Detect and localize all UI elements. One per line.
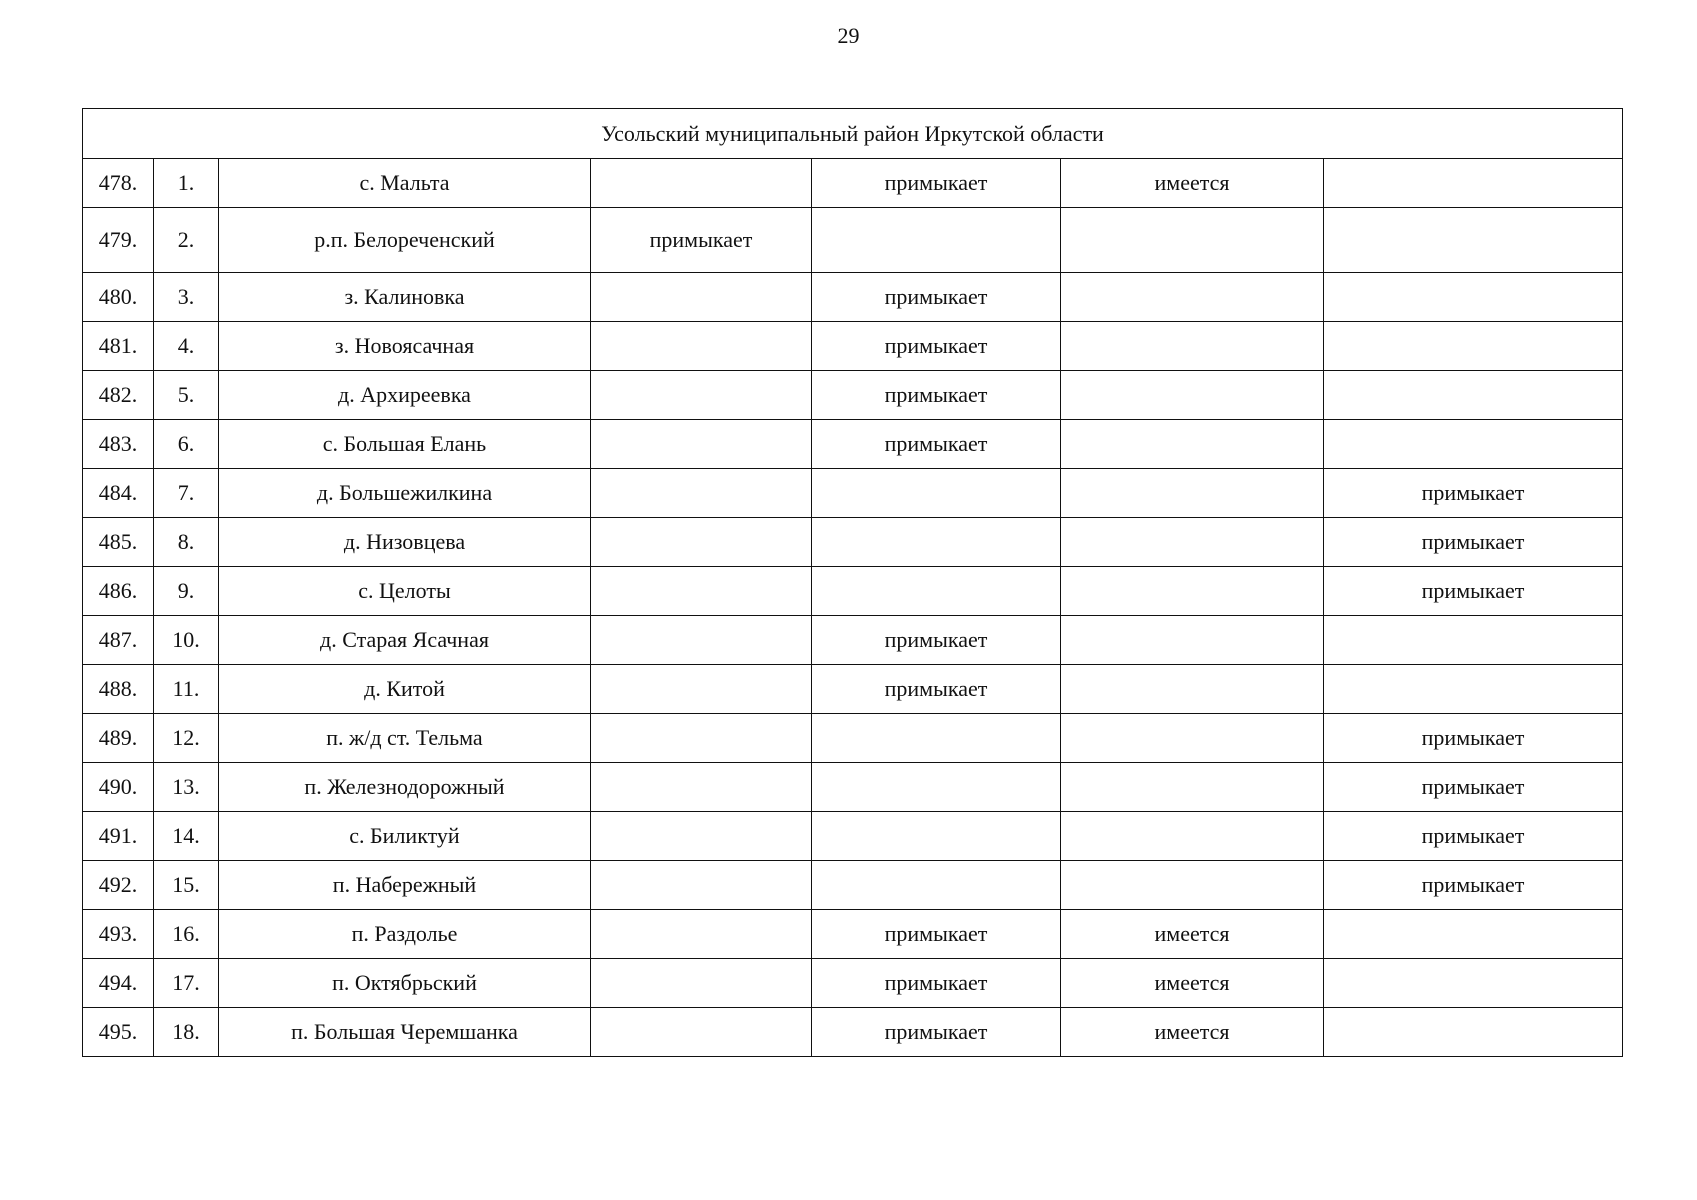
column-3-cell [1061, 371, 1324, 420]
row-subnumber-cell: 13. [154, 763, 219, 812]
row-subnumber-cell: 14. [154, 812, 219, 861]
settlement-name-cell: з. Калиновка [219, 273, 591, 322]
column-2-cell: примыкает [812, 420, 1061, 469]
row-subnumber-cell: 6. [154, 420, 219, 469]
column-1-cell [591, 420, 812, 469]
row-number-cell: 495. [83, 1008, 154, 1057]
column-3-cell [1061, 665, 1324, 714]
column-4-cell [1324, 1008, 1623, 1057]
column-4-cell [1324, 665, 1623, 714]
settlement-name-cell: п. Раздолье [219, 910, 591, 959]
row-subnumber-cell: 7. [154, 469, 219, 518]
table-row [83, 273, 1623, 322]
row-subnumber-cell: 5. [154, 371, 219, 420]
column-1-cell [591, 159, 812, 208]
column-4-cell [1324, 371, 1623, 420]
row-subnumber-cell: 3. [154, 273, 219, 322]
row-subnumber-cell: 11. [154, 665, 219, 714]
column-3-cell [1061, 616, 1324, 665]
table-row [83, 959, 1623, 1008]
column-4-cell: примыкает [1324, 567, 1623, 616]
column-1-cell [591, 910, 812, 959]
settlement-name-cell: с. Целоты [219, 567, 591, 616]
column-2-cell: примыкает [812, 322, 1061, 371]
column-2-cell [812, 567, 1061, 616]
row-number-cell: 483. [83, 420, 154, 469]
row-number-cell: 494. [83, 959, 154, 1008]
column-3-cell [1061, 322, 1324, 371]
row-subnumber-cell: 8. [154, 518, 219, 567]
row-number-cell: 482. [83, 371, 154, 420]
column-3-cell: имеется [1061, 1008, 1324, 1057]
table-row [83, 812, 1623, 861]
table-row [83, 1008, 1623, 1057]
row-number-cell: 488. [83, 665, 154, 714]
table-row [83, 665, 1623, 714]
column-4-cell [1324, 273, 1623, 322]
column-3-cell: имеется [1061, 959, 1324, 1008]
column-4-cell: примыкает [1324, 518, 1623, 567]
table-row [83, 322, 1623, 371]
column-2-cell: примыкает [812, 616, 1061, 665]
column-2-cell: примыкает [812, 273, 1061, 322]
column-1-cell [591, 959, 812, 1008]
row-number-cell: 492. [83, 861, 154, 910]
row-subnumber-cell: 18. [154, 1008, 219, 1057]
column-4-cell [1324, 910, 1623, 959]
column-4-cell [1324, 159, 1623, 208]
table-row [83, 861, 1623, 910]
column-3-cell [1061, 208, 1324, 273]
settlement-name-cell: р.п. Белореченский [219, 208, 591, 273]
column-2-cell: примыкает [812, 159, 1061, 208]
column-2-cell: примыкает [812, 371, 1061, 420]
row-number-cell: 485. [83, 518, 154, 567]
column-1-cell [591, 567, 812, 616]
column-1-cell [591, 812, 812, 861]
column-1-cell [591, 861, 812, 910]
column-2-cell [812, 208, 1061, 273]
settlement-name-cell: п. Железнодорожный [219, 763, 591, 812]
settlement-name-cell: с. Мальта [219, 159, 591, 208]
settlement-name-cell: з. Новоясачная [219, 322, 591, 371]
row-number-cell: 484. [83, 469, 154, 518]
row-number-cell: 491. [83, 812, 154, 861]
row-subnumber-cell: 12. [154, 714, 219, 763]
column-3-cell [1061, 812, 1324, 861]
settlement-name-cell: п. Октябрьский [219, 959, 591, 1008]
column-3-cell [1061, 518, 1324, 567]
column-3-cell [1061, 567, 1324, 616]
table-row [83, 616, 1623, 665]
table-row [83, 714, 1623, 763]
column-1-cell [591, 518, 812, 567]
column-4-cell [1324, 420, 1623, 469]
column-3-cell [1061, 763, 1324, 812]
column-3-cell: имеется [1061, 910, 1324, 959]
column-1-cell: примыкает [591, 208, 812, 273]
row-number-cell: 479. [83, 208, 154, 273]
row-subnumber-cell: 4. [154, 322, 219, 371]
column-3-cell [1061, 273, 1324, 322]
settlement-name-cell: д. Архиреевка [219, 371, 591, 420]
column-4-cell: примыкает [1324, 812, 1623, 861]
column-1-cell [591, 763, 812, 812]
column-2-cell [812, 812, 1061, 861]
table-row [83, 371, 1623, 420]
settlement-name-cell: п. ж/д ст. Тельма [219, 714, 591, 763]
row-number-cell: 481. [83, 322, 154, 371]
column-4-cell [1324, 208, 1623, 273]
region-title: Усольский муниципальный район Иркутской области [83, 109, 1623, 159]
column-1-cell [591, 371, 812, 420]
row-number-cell: 478. [83, 159, 154, 208]
column-3-cell [1061, 469, 1324, 518]
column-3-cell [1061, 861, 1324, 910]
column-4-cell: примыкает [1324, 714, 1623, 763]
column-4-cell: примыкает [1324, 861, 1623, 910]
row-subnumber-cell: 15. [154, 861, 219, 910]
region-header-row [83, 109, 1623, 159]
column-1-cell [591, 616, 812, 665]
column-2-cell [812, 763, 1061, 812]
column-4-cell: примыкает [1324, 469, 1623, 518]
column-2-cell [812, 714, 1061, 763]
column-3-cell: имеется [1061, 159, 1324, 208]
table-row [83, 567, 1623, 616]
column-1-cell [591, 1008, 812, 1057]
table-row [83, 763, 1623, 812]
column-2-cell: примыкает [812, 1008, 1061, 1057]
row-subnumber-cell: 17. [154, 959, 219, 1008]
column-4-cell: примыкает [1324, 763, 1623, 812]
column-4-cell [1324, 959, 1623, 1008]
column-1-cell [591, 714, 812, 763]
row-subnumber-cell: 10. [154, 616, 219, 665]
column-2-cell: примыкает [812, 665, 1061, 714]
column-2-cell [812, 518, 1061, 567]
table-row [83, 469, 1623, 518]
table-row [83, 420, 1623, 469]
column-2-cell: примыкает [812, 910, 1061, 959]
row-number-cell: 486. [83, 567, 154, 616]
column-1-cell [591, 469, 812, 518]
column-2-cell: примыкает [812, 959, 1061, 1008]
settlement-name-cell: с. Большая Елань [219, 420, 591, 469]
table-row [83, 518, 1623, 567]
row-number-cell: 489. [83, 714, 154, 763]
settlement-name-cell: д. Большежилкина [219, 469, 591, 518]
column-1-cell [591, 665, 812, 714]
row-subnumber-cell: 1. [154, 159, 219, 208]
row-number-cell: 490. [83, 763, 154, 812]
table-row [83, 159, 1623, 208]
column-3-cell [1061, 420, 1324, 469]
column-1-cell [591, 322, 812, 371]
row-number-cell: 487. [83, 616, 154, 665]
settlements-table [82, 108, 1623, 1057]
row-subnumber-cell: 2. [154, 208, 219, 273]
settlement-name-cell: д. Старая Ясачная [219, 616, 591, 665]
page-number: 29 [837, 23, 860, 48]
settlement-name-cell: п. Большая Черемшанка [219, 1008, 591, 1057]
row-number-cell: 480. [83, 273, 154, 322]
column-3-cell [1061, 714, 1324, 763]
row-number-cell: 493. [83, 910, 154, 959]
column-2-cell [812, 861, 1061, 910]
column-2-cell [812, 469, 1061, 518]
settlement-name-cell: д. Низовцева [219, 518, 591, 567]
table-row [83, 910, 1623, 959]
column-1-cell [591, 273, 812, 322]
settlement-name-cell: д. Китой [219, 665, 591, 714]
row-subnumber-cell: 16. [154, 910, 219, 959]
row-subnumber-cell: 9. [154, 567, 219, 616]
table-row [83, 208, 1623, 273]
settlement-name-cell: с. Биликтуй [219, 812, 591, 861]
column-4-cell [1324, 322, 1623, 371]
column-4-cell [1324, 616, 1623, 665]
settlement-name-cell: п. Набережный [219, 861, 591, 910]
